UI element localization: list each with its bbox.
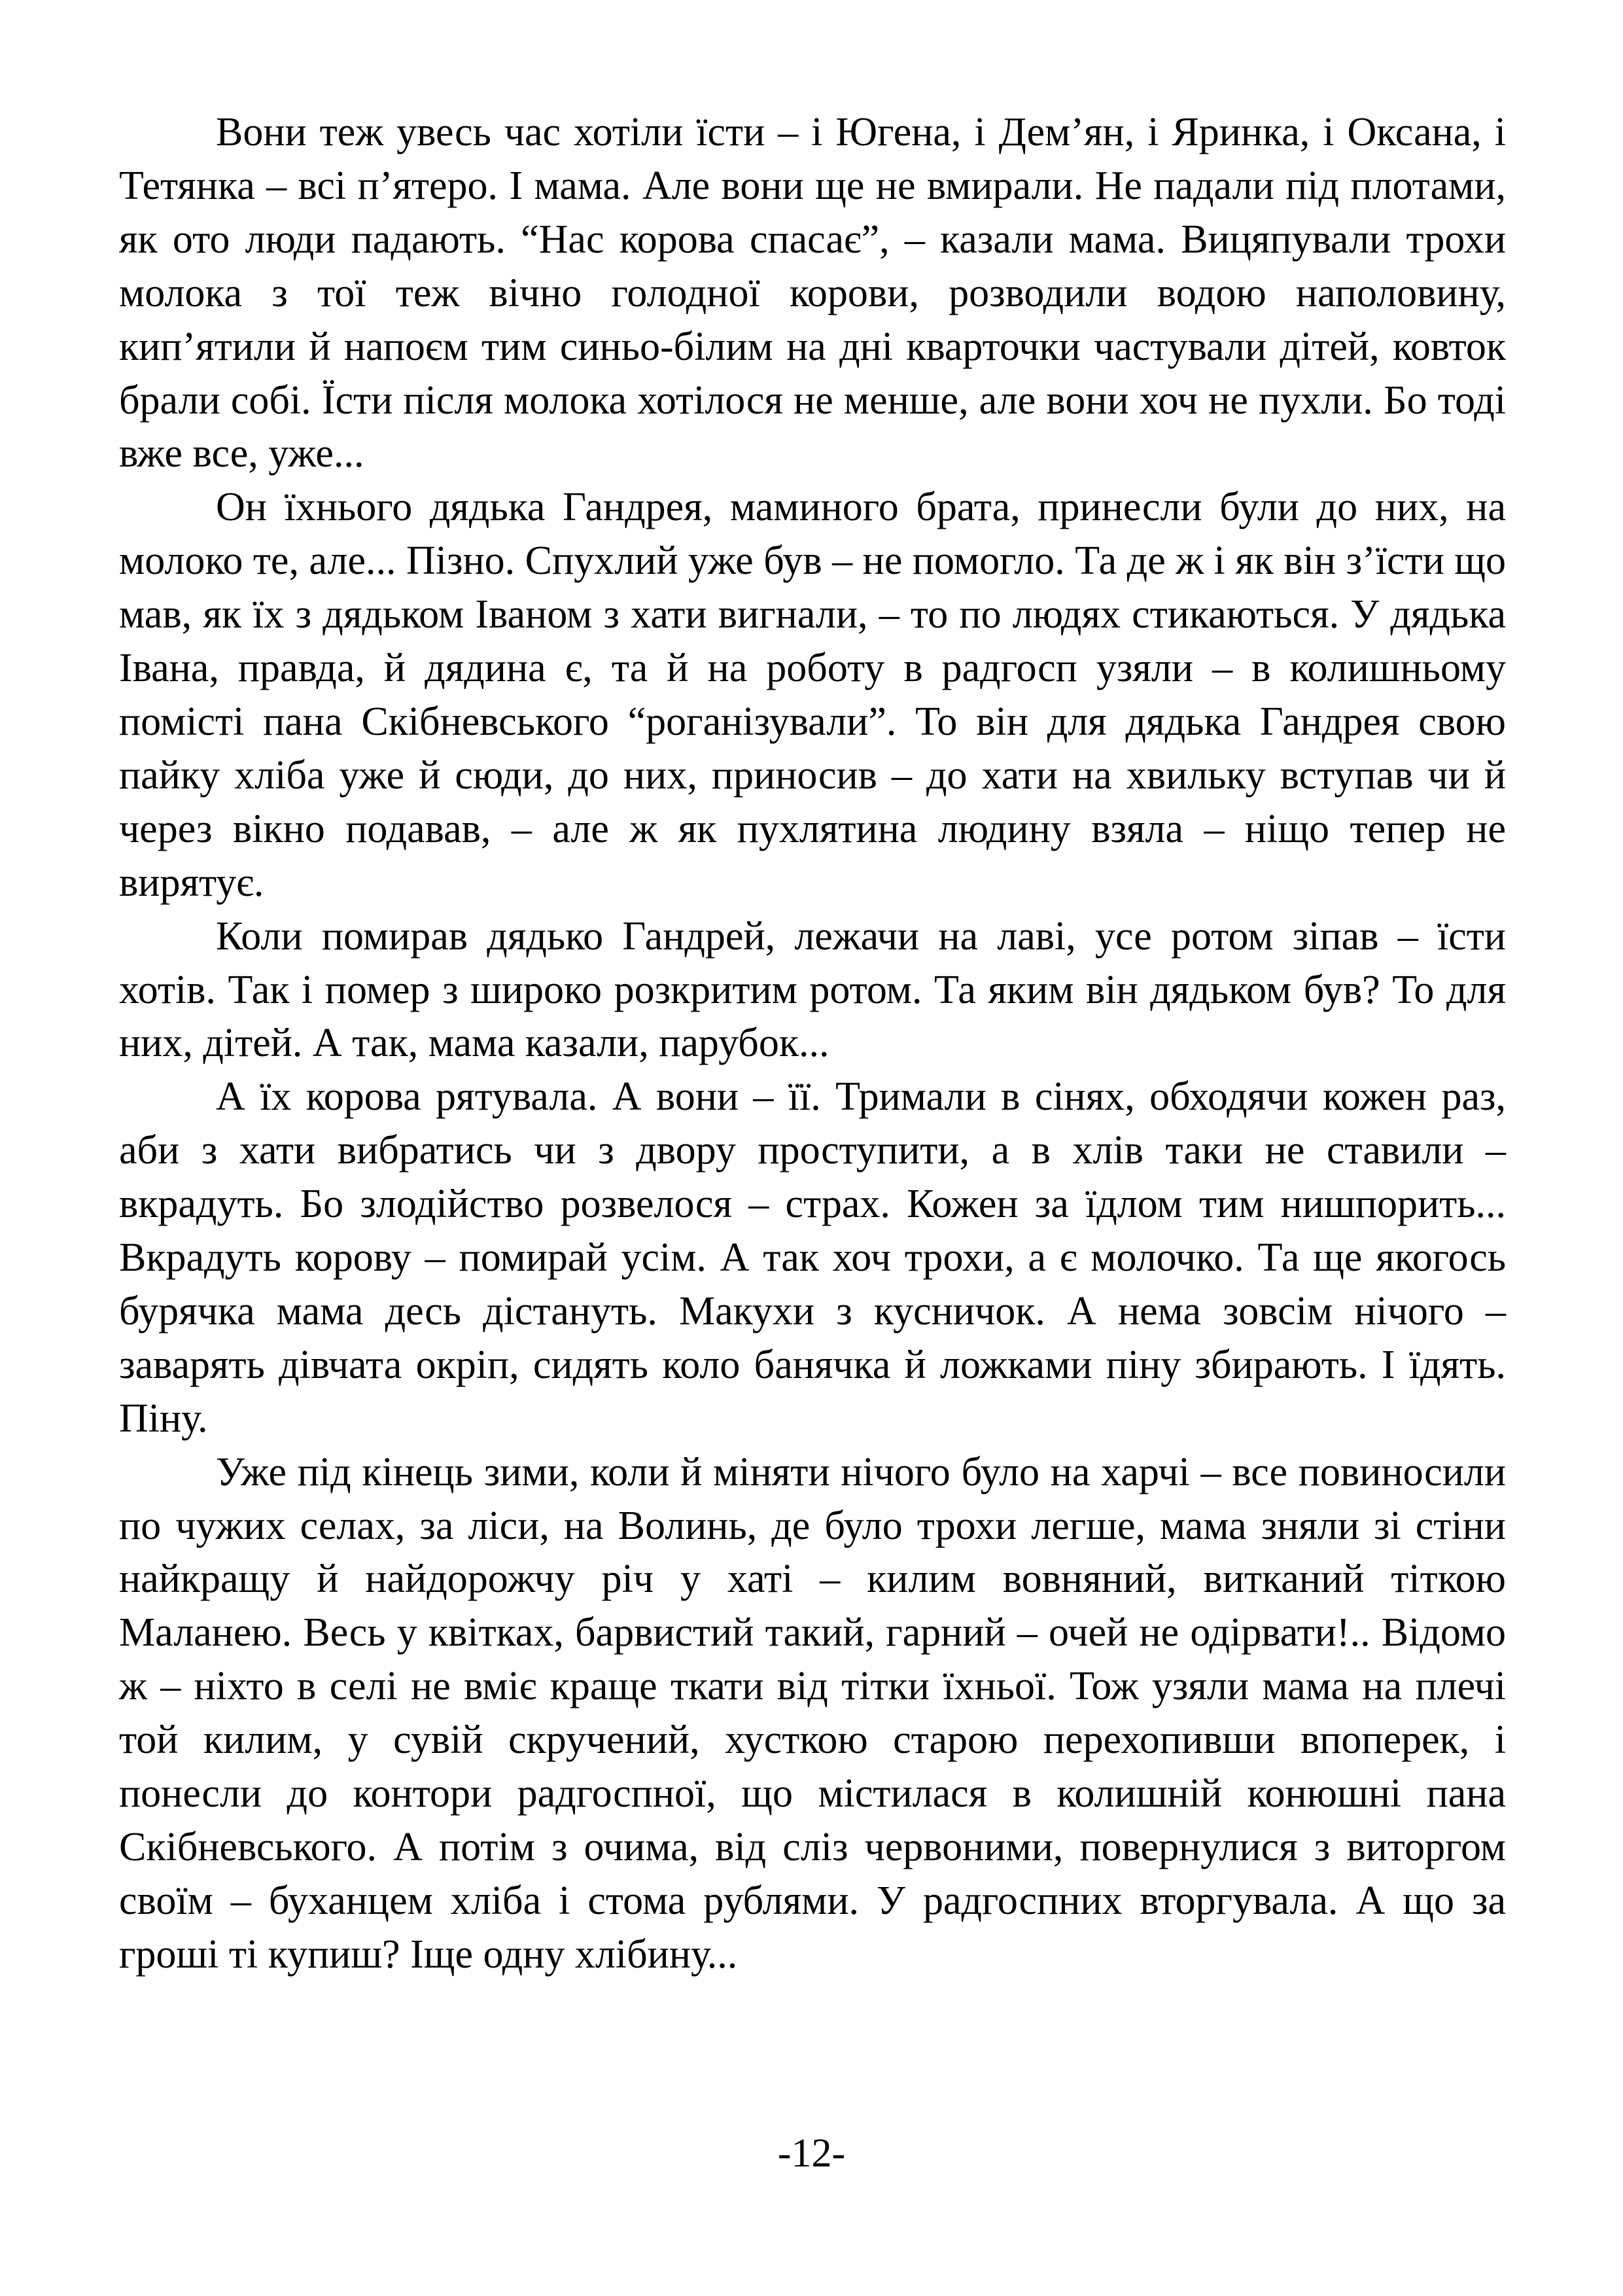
paragraph-1: Вони теж увесь час хотіли їсти – і Югена, і Дем’ян, і Яринка, і Оксана, і Тетянка – всі п’ятеро. І мама. Але вони ще не вмирали. Не падали під плотами, як ото люди падають. “Нас корова спасає”, – казали мама. Вицяпували трохи молока з тої теж вічно голодної корови, розводили водою наполовину, кип’ятили й напоєм тим синьо-білим на дні кварточки частували дітей, ковток брали собі. Їсти після молока хотілося не менше, але вони хоч не пухли. Бо тоді вже все, уже... <box>119 110 1506 476</box>
paragraph-5: Уже під кінець зими, коли й міняти нічого було на харчі – все повиносили по чужих селах, за ліси, на Волинь, де було трохи легше, мама зняли зі стіни найкращу й найдорожчу річ у хаті – килим вовняний, витканий тіткою Маланею. Весь у квітках, барвистий такий, гарний – очей не одірвати!.. Відомо ж – ніхто в селі не вміє краще ткати від тітки їхньої. Тож узяли мама на плечі той килим, у сувій скручений, хусткою старою перехопивши впоперек, і понесли до контори радгоспної, що містилася в колишній конюшні пана Скібневського. А потім з очима, від сліз червоними, повернулися з виторгом своїм – буханцем хліба і стома рублями. У радгоспних вторгувала. А що за гроші ті купиш? Іще одну хлібину... <box>119 1449 1506 1977</box>
page-number: -12- <box>777 2131 846 2176</box>
paragraph-2: Он їхнього дядька Гандрея, маминого брата, принесли були до них, на молоко те, але... Пізно. Спухлий уже був – не помогло. Та де ж і як він з’їсти що мав, як їх з дядьком Іваном з хати вигнали, – то по людях стикаються. У дядька Івана, правда, й дядина є, та й на роботу в радгосп узяли – в колишньому помісті пана Скібневського “роганізували”. То він для дядька Гандрея свою пайку хліба уже й сюди, до них, приносив – до хати на хвильку вступав чи й через вікно подавав, – але ж як пухлятина людину взяла – ніщо тепер не вирятує. <box>119 485 1506 905</box>
paragraph-3: Коли помирав дядько Гандрей, лежачи на лаві, усе ротом зіпав – їсти хотів. Так і помер з широко розкритим ротом. Та яким він дядьком був? То для них, дітей. А так, мама казали, парубок... <box>119 913 1506 1066</box>
paragraph-4: А їх корова рятувала. А вони – її. Тримали в сінях, обходячи кожен раз, аби з хати вибратись чи з двору проступити, а в хлів таки не ставили – вкрадуть. Бо злодійство розвелося – страх. Кожен за їдлом тим нишпорить... Вкрадуть корову – помирай усім. А так хоч трохи, а є молочко. Та ще якогось бурячка мама десь дістануть. Макухи з кусничок. А нема зовсім нічого – заварять дівчата окріп, сидять коло банячка й ложками піну збирають. І їдять. Піну. <box>119 1074 1506 1441</box>
page-body <box>119 106 1506 1982</box>
